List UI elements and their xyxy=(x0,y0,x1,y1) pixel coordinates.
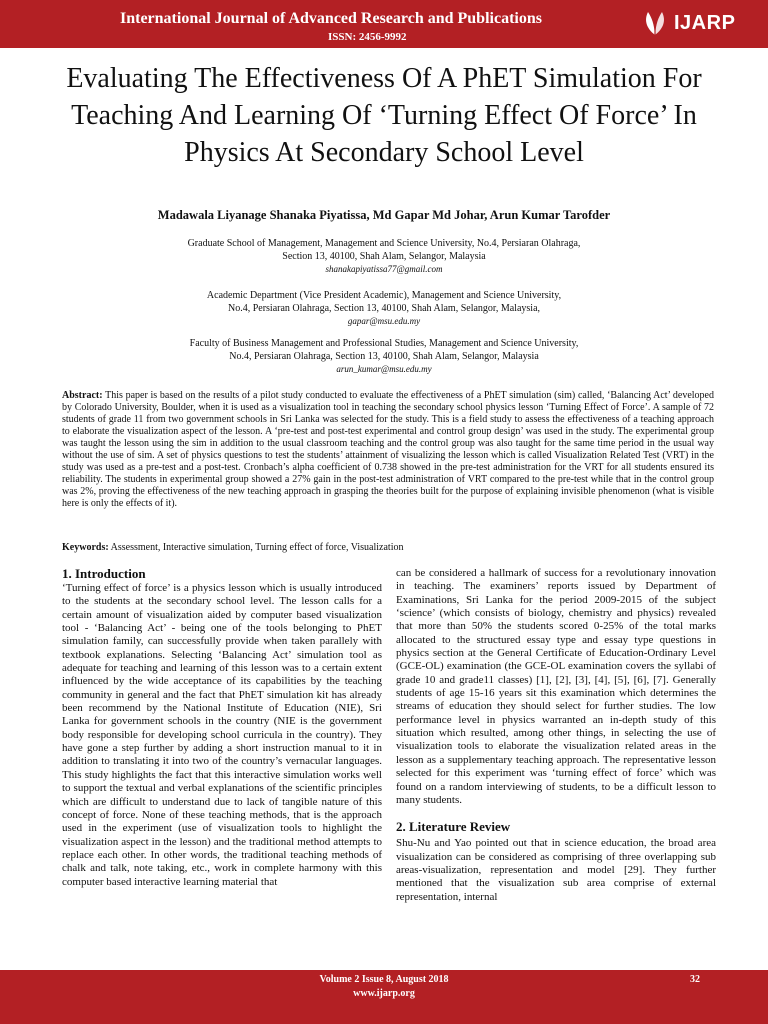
author-email[interactable]: shanakapiyatissa77@gmail.com xyxy=(325,264,443,274)
affiliation-line: Graduate School of Management, Management and Science University, No.4, Persiaran Olahraga, xyxy=(187,238,581,249)
author-list: Madawala Liyanage Shanaka Piyatissa, Md Gapar Md Johar, Arun Kumar Tarofder xyxy=(157,208,611,222)
abstract-text: This paper is based on the results of a pilot study conducted to evaluate the effectiveness of a PhET simulation (sim) called, ‘Balancing Act’ developed by Colorado University, Boulder, when it is used as a visualization tool in teaching the secondary school physics lesson ‘Turning Effect of Force’. A sample of 72 students of grade 11 from two government schools in Sri Lanka was selected for the study. This is a field study to assess the effectiveness of a teaching approach to elaborate the visualization aspect of the lesson. A ‘pre-test and post-test experimental and control group design’ was used in the study. The experimental group was taught the lesson using the sim in addition to the usual classroom teaching and the control group was also taught for the same time period in the usual way without the use of sim. A set of physics questions to test the students’ attainment of visualizing the lesson which is called Visualization Related Test (VRT) in the study was used as a pre-test and a post-test. Cronbach’s alpha coefficient of 0.738 showed in the pre-test administration for the VRT for all students ensured its reliability. The students in experimental group showed a 27% gain in the post-test administration of VRT compared to the pre-test while that in the control group was 2%, proving the effectiveness of the new teaching approach in grasping the theories built for the purpose of explaining invisible phenomenon (what is visible here is only the effects of it). xyxy=(62,390,714,509)
keywords xyxy=(62,542,714,554)
journal-issn: ISSN: 2456-9992 xyxy=(328,31,407,43)
journal-header xyxy=(0,0,768,48)
leaf-logo-icon xyxy=(640,8,670,38)
section-heading-introduction: 1. Introduction xyxy=(62,566,146,581)
page-number: 32 xyxy=(690,974,700,985)
logo-text: IJARP xyxy=(674,11,736,34)
left-column xyxy=(62,566,382,889)
affiliation-2 xyxy=(60,290,708,328)
journal-url-link[interactable]: www.ijarp.org xyxy=(353,988,415,999)
journal-logo xyxy=(640,8,735,38)
keywords-text: Assessment, Interactive simulation, Turning effect of force, Visualization xyxy=(110,542,404,553)
right-column xyxy=(396,567,716,904)
paper-title: Evaluating The Effectiveness Of A PhET Simulation For Teaching And Learning Of ‘Turning Effect Of Force’ In Physics At Secondary School Level xyxy=(66,63,702,168)
author-email[interactable]: arun_kumar@msu.edu.my xyxy=(336,364,432,374)
literature-review-paragraph: Shu-Nu and Yao pointed out that in science education, the broad area visualization can be considered as comprising of three overlapping sub areas-visualization, representation and model [29]. They further mentioned that the visualization sub area comprise of external representation, internal xyxy=(396,837,716,903)
affiliation-line: Faculty of Business Management and Professional Studies, Management and Science University, xyxy=(189,338,579,349)
abstract-label: Abstract: xyxy=(62,390,103,401)
affiliation-3 xyxy=(60,338,708,376)
introduction-paragraph-continued: can be considered a hallmark of success for a revolutionary innovation in teaching. The examiners’ reports issued by Department of Examinations, Sri Lanka for the period 2009-2015 of the subject ‘science’ (which consists of biology, chemistry and physics) revealed that more than 50% the students scored 0-25% of the total marks allocated to the structured essay type and essay type questions in physics section at the General Certificate of Education-Ordinary Level (GCE-OL) examination (the GCE-OL examination covers the syllabi of grade 10 and grade11 classes) [1], [2], [3], [4], [5], [6], [7]. Generally students of age 15-16 years sit this examination which determines the streams of education they should select for further studies. The low performance level in physics warranted an in-depth study of this situation which resulted, among other things, in selecting the use of visualization tools to elaborate the visualization related areas in the lesson as a supplementary teaching approach. The representative lesson selected for this experiment was ‘turning effect of force’ which was found on a random interviewing of students, to be a difficult lesson to many students. xyxy=(396,567,716,806)
volume-info: Volume 2 Issue 8, August 2018 xyxy=(319,974,449,985)
introduction-paragraph: ‘Turning effect of force’ is a physics lesson which is usually introduced to the students at the secondary school level. The lesson calls for a certain amount of visualization aided by computer based visualization tool - ‘Balancing Act’ - being one of the tools belonging to PhET simulation family, can successfully provide when taken parallely with textbook explanations. Selecting ‘Balancing Act’ simulation tool as adequate for teaching and learning of this lesson was to a certain extent influenced by the wide acceptance of its capabilities by the teaching community in general and the fact that PhET simulation kit has already been recommend by the National Institute of Education (NIE), Sri Lanka for government schools in the country (NIE is the government body responsible for developing school curricula in the country). They have gone a step further by adding a short instruction manual to it in addition to translating it into two of the country’s vernacular languages. This study highlights the fact that this interactive simulation works well to support the textual and verbal explanations of the scientific principles which are difficult to understand due to lack of tangible nature of this concept of force. None of these teaching methods, that is the approach used in the experiment (use of visualization tools to highlight the visualization aspect in the lesson) and the traditional method attempts to replace each other. In other words, the traditional teaching methods of chalk and talk, note taking, etc., work in complete harmony with this computer based interactive learning material that xyxy=(62,582,382,888)
affiliation-line: No.4, Persiaran Olahraga, Section 13, 40100, Shah Alam, Selangor, Malaysia, xyxy=(227,302,541,314)
affiliation-line: Section 13, 40100, Shah Alam, Selangor, Malaysia xyxy=(282,250,486,262)
author-email[interactable]: gapar@msu.edu.my xyxy=(347,316,421,326)
journal-name: International Journal of Advanced Research and Publications xyxy=(120,10,542,27)
abstract xyxy=(62,390,714,510)
keywords-label: Keywords: xyxy=(62,542,109,553)
journal-footer xyxy=(0,970,768,1024)
section-heading-literature-review: 2. Literature Review xyxy=(396,819,511,835)
affiliation-1 xyxy=(60,238,708,276)
affiliation-line: No.4, Persiaran Olahraga, Section 13, 40100, Shah Alam, Selangor, Malaysia xyxy=(229,350,539,362)
affiliation-line: Academic Department (Vice President Academic), Management and Science University, xyxy=(206,290,562,301)
